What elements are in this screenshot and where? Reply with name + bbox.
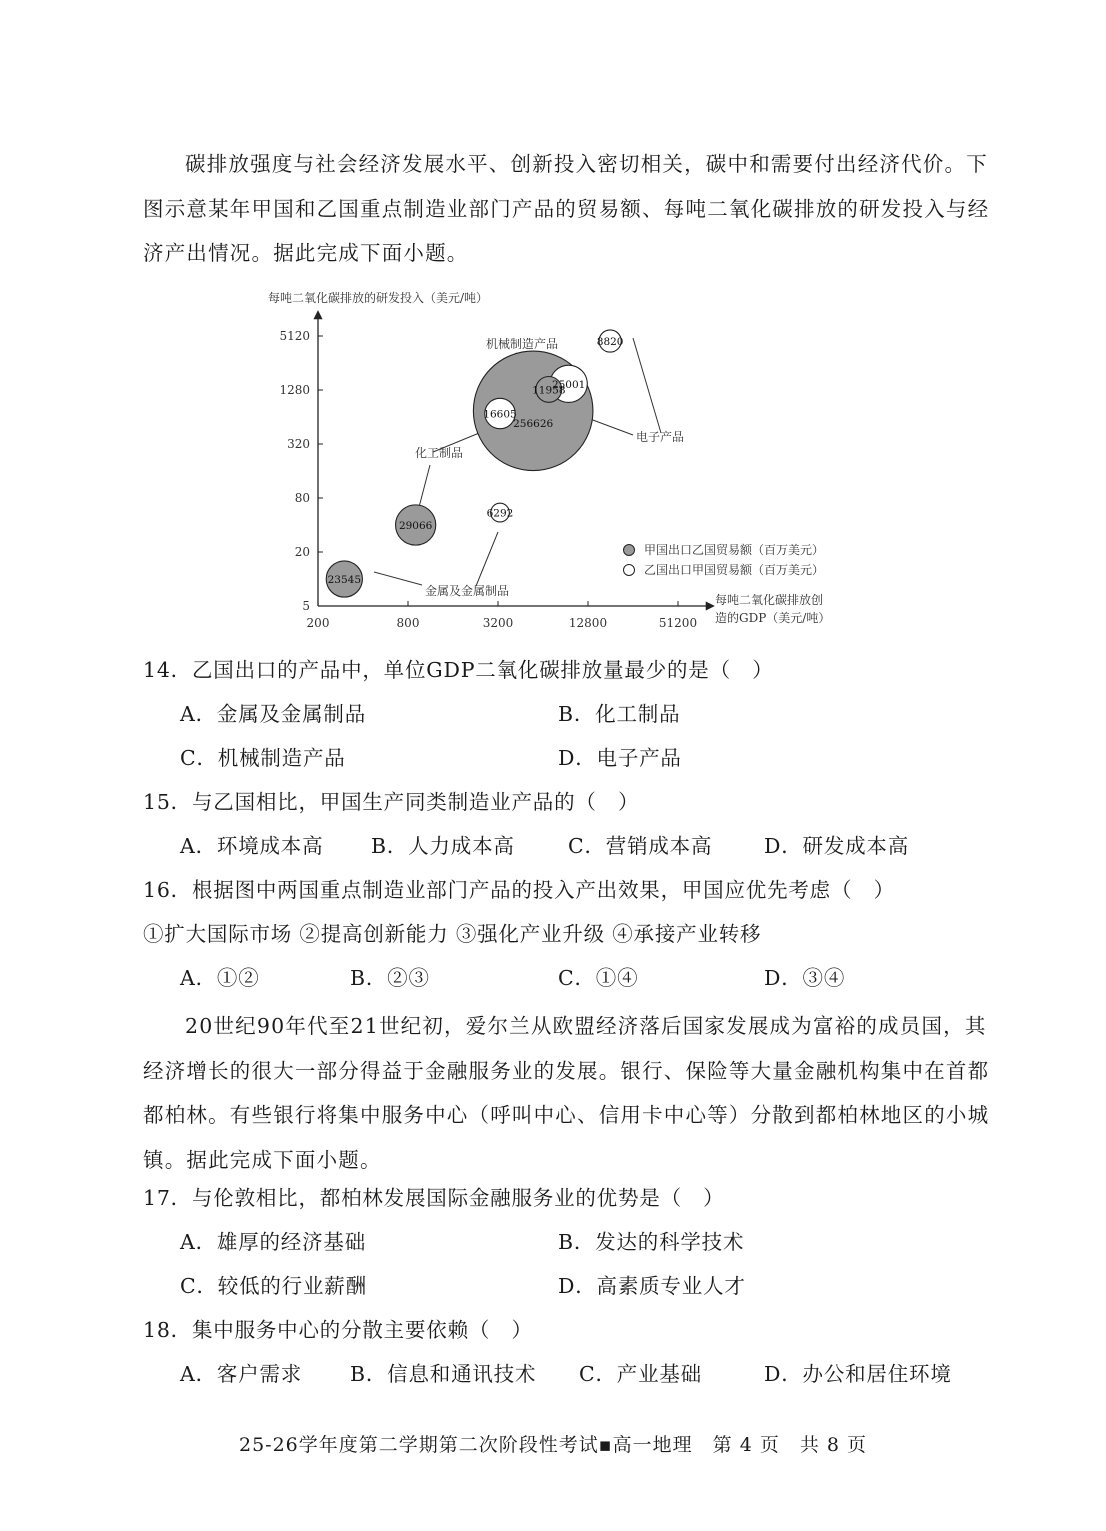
question-18-stem: 18．集中服务中心的分散主要依赖（ ） bbox=[143, 1318, 533, 1342]
y-tick-label: 1280 bbox=[279, 383, 310, 397]
question-17-option-d[interactable]: D．高素质专业人才 bbox=[558, 1274, 746, 1298]
bubble-value-label: 256626 bbox=[513, 417, 554, 430]
chart-legend bbox=[624, 542, 825, 577]
legend-label-jia: 甲国出口乙国贸易额（百万美元） bbox=[644, 543, 825, 557]
bubble-value-label: 8820 bbox=[596, 336, 624, 349]
bubble-value-label: 16605 bbox=[483, 408, 517, 421]
question-16-option-b[interactable]: B．②③ bbox=[350, 966, 430, 990]
question-14-stem: 14．乙国出口的产品中，单位GDP二氧化碳排放量最少的是（ ） bbox=[143, 658, 774, 682]
question-15-option-c[interactable]: C．营销成本高 bbox=[568, 834, 713, 858]
question-18-option-c[interactable]: C．产业基础 bbox=[579, 1362, 702, 1386]
legend-marker-jia bbox=[624, 545, 635, 556]
x-tick-label: 51200 bbox=[658, 616, 698, 630]
y-tick-label: 320 bbox=[287, 437, 310, 451]
label-machinery: 机械制造产品 bbox=[486, 337, 559, 351]
bubble-value-label: 11958 bbox=[532, 384, 566, 397]
question-16-stem: 16．根据图中两国重点制造业部门产品的投入产出效果，甲国应优先考虑（ ） bbox=[143, 878, 895, 902]
label-electronics: 电子产品 bbox=[636, 430, 685, 444]
y-tick-label: 5120 bbox=[279, 329, 310, 343]
intro-paragraph-2: 20世纪90年代至21世纪初，爱尔兰从欧盟经济落后国家发展成为富裕的成员国，其经济增长的很大一部分得益于金融服务业的发展。银行、保险等大量金融机构集中在首都都柏林。有些银行将集中服务中心（呼叫中心、信用卡中心等）分散到都柏林地区的小城镇。据此完成下面小题。 bbox=[143, 1014, 990, 1172]
bubble-value-label: 25001 bbox=[551, 378, 586, 391]
legend-marker-yi bbox=[624, 565, 635, 576]
question-18-option-a[interactable]: A．客户需求 bbox=[180, 1362, 303, 1386]
x-tick-label: 800 bbox=[396, 616, 420, 630]
x-tick-label: 3200 bbox=[482, 616, 514, 630]
bubble-value-label: 29066 bbox=[398, 520, 433, 532]
question-15-stem: 15．与乙国相比，甲国生产同类制造业产品的（ ） bbox=[143, 790, 640, 814]
bubble-value-label: 6292 bbox=[486, 507, 514, 520]
question-16-option-c[interactable]: C．①④ bbox=[558, 966, 639, 990]
y-tick-label: 20 bbox=[294, 545, 310, 559]
x-tick-label: 12800 bbox=[568, 616, 608, 630]
intro-paragraph-1: 碳排放强度与社会经济发展水平、创新投入密切相关，碳中和需要付出经济代价。下图示意某年甲国和乙国重点制造业部门产品的贸易额、每吨二氧化碳排放的研发投入与经济产出情况。据此完成下面小题。 bbox=[143, 152, 990, 265]
question-18-option-d[interactable]: D．办公和居住环境 bbox=[764, 1362, 952, 1386]
y-tick-label: 80 bbox=[294, 491, 310, 505]
label-chemicals: 化工制品 bbox=[415, 446, 464, 460]
question-16-option-a[interactable]: A．①② bbox=[180, 966, 260, 990]
legend-label-yi: 乙国出口甲国贸易额（百万美元） bbox=[644, 563, 825, 577]
question-17-stem: 17．与伦敦相比，都柏林发展国际金融服务业的优势是（ ） bbox=[143, 1186, 725, 1210]
question-16-items: ①扩大国际市场 ②提高创新能力 ③强化产业升级 ④承接产业转移 bbox=[143, 922, 762, 946]
bubble-value-label: 23545 bbox=[327, 574, 362, 586]
y-axis-label: 每吨二氧化碳排放的研发投入（美元/吨） bbox=[268, 291, 489, 305]
question-14-option-b[interactable]: B．化工制品 bbox=[558, 702, 681, 726]
question-15-option-a[interactable]: A．环境成本高 bbox=[180, 834, 324, 858]
y-tick-label: 5 bbox=[302, 599, 310, 613]
question-17-option-c[interactable]: C．较低的行业薪酬 bbox=[180, 1274, 367, 1298]
bubble-chart bbox=[268, 282, 868, 638]
x-tick-label: 200 bbox=[306, 616, 330, 630]
question-15-option-d[interactable]: D．研发成本高 bbox=[764, 834, 910, 858]
x-axis-label-line1: 每吨二氧化碳排放创 bbox=[715, 593, 824, 607]
question-16-option-d[interactable]: D．③④ bbox=[764, 966, 846, 990]
question-14-option-a[interactable]: A．金属及金属制品 bbox=[180, 702, 367, 726]
x-axis-label-line2: 造的GDP（美元/吨） bbox=[715, 611, 831, 625]
question-14-option-d[interactable]: D．电子产品 bbox=[558, 746, 682, 770]
question-17-option-b[interactable]: B．发达的科学技术 bbox=[558, 1230, 745, 1254]
question-18-option-b[interactable]: B．信息和通讯技术 bbox=[350, 1362, 537, 1386]
question-15-option-b[interactable]: B．人力成本高 bbox=[371, 834, 515, 858]
label-metals: 金属及金属制品 bbox=[425, 584, 510, 598]
question-17-option-a[interactable]: A．雄厚的经济基础 bbox=[180, 1230, 367, 1254]
page-footer: 25-26学年度第二学期第二次阶段性考试▪高一地理 第 4 页 共 8 页 bbox=[239, 1434, 867, 1456]
chart-svg bbox=[268, 282, 868, 638]
question-14-option-c[interactable]: C．机械制造产品 bbox=[180, 746, 346, 770]
